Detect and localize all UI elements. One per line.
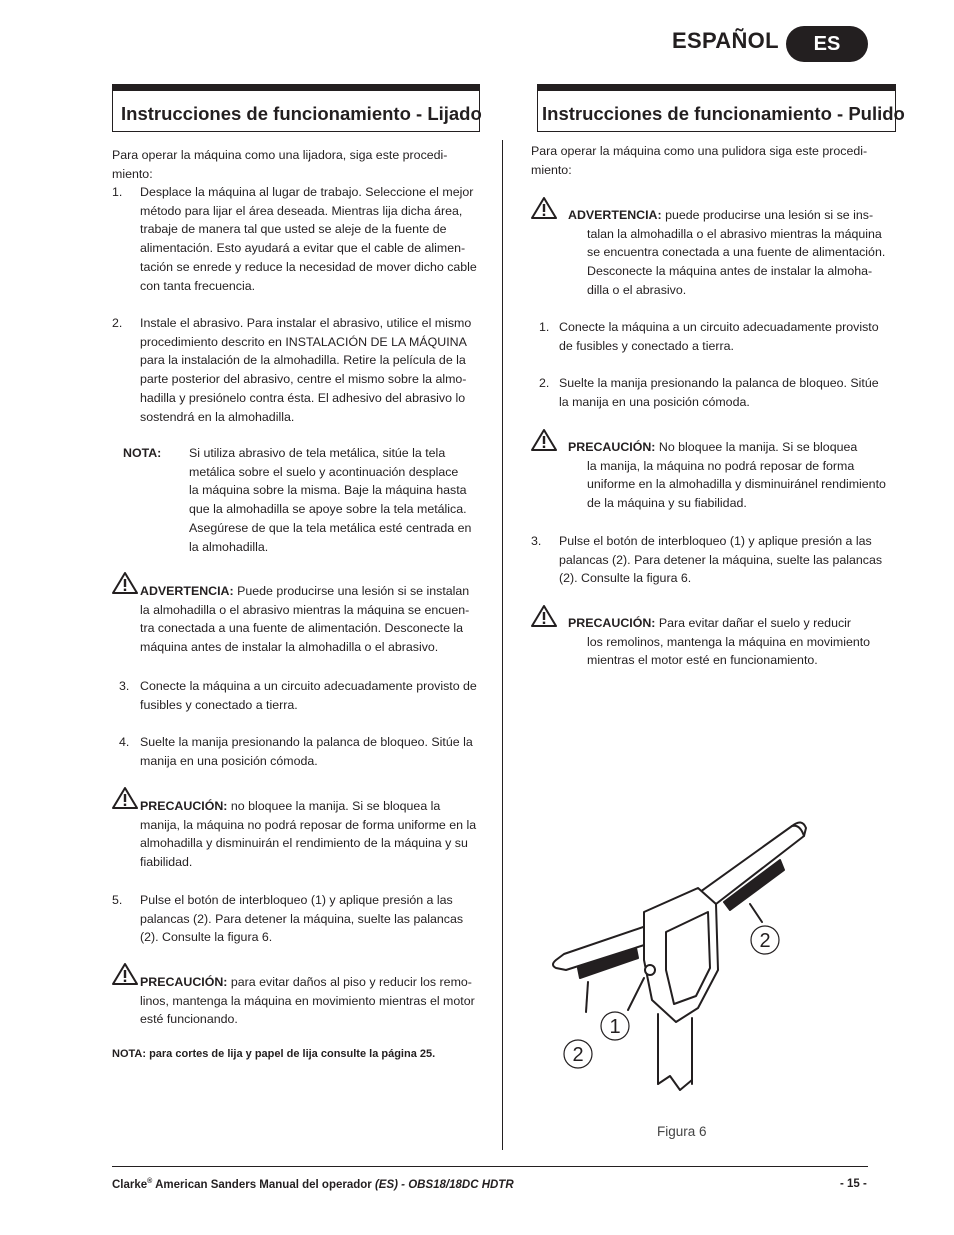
footer-rule: [112, 1166, 868, 1167]
text-line: fiabilidad.: [140, 855, 193, 870]
step-text: [559, 318, 899, 355]
text-line: Si utiliza abrasivo de tela metálica, sitúe la tela: [189, 446, 446, 460]
text-line: Para operar la máquina como una pulidora siga este procedi-: [531, 144, 868, 158]
caution-label: PRECAUCIÓN:: [568, 440, 656, 454]
text-line: Asegúrese de que la tela metálica esté centrada en: [189, 520, 472, 535]
text-line: Puede producirse una lesión si se instalan: [233, 584, 470, 598]
page-number: - 15 -: [840, 1178, 867, 1190]
caution-icon: [112, 962, 138, 986]
text-line: palancas (2). Para detener la máquina, suelte las palancas: [140, 911, 464, 926]
left-section-title: Instrucciones de funcionamiento - Lijado: [121, 103, 482, 124]
text-line: uniforme en la almohadilla y disminuiránel rendimiento: [587, 477, 886, 492]
left-step-4: [119, 733, 494, 770]
text-line: Para operar la máquina como una lijadora, siga este procedi-: [112, 148, 448, 162]
language-label: ESPAÑOL: [672, 28, 779, 53]
footer-manual: American Sanders Manual del operador: [152, 1178, 375, 1191]
text-line: Pulse el botón de interbloqueo (1) y aplique presión a las: [140, 893, 453, 907]
registered-mark: ®: [147, 1178, 153, 1185]
step-text: [140, 314, 492, 426]
text-line: manija en una posición cómoda.: [140, 753, 318, 768]
text-line: (2). Consulte la figura 6.: [559, 571, 692, 586]
text-line: manija, la máquina no podrá reposar de forma uniforme en la: [140, 817, 477, 832]
brand: Clarke: [112, 1178, 148, 1191]
text-line: no bloquee la manija. Si se bloquea la: [227, 799, 441, 813]
text-line: Suelte la manija presionando la palanca de bloqueo. Sitúe: [559, 376, 879, 390]
left-step-5: [112, 891, 492, 947]
text-line: metálica sobre el suelo y acontinuación desplace: [189, 464, 459, 479]
text-line: Instale el abrasivo. Para instalar el abrasivo, utilice el mismo: [140, 316, 472, 330]
left-caution-1: [140, 797, 495, 872]
text-line: la máquina sobre la misma. Baje la máquina hasta: [189, 483, 467, 498]
text-line: parte posterior del abrasivo, centre el mismo sobre la almo-: [140, 372, 467, 387]
text-line: alimentación. Esto ayudará a evitar que el cable de alimen-: [140, 241, 466, 256]
text-line: se encuentra conectada a una fuente de alimentación.: [587, 245, 886, 260]
text-line: la almohadilla o el abrasivo mientras la máquina se encuen-: [140, 602, 470, 617]
text-line: Conecte la máquina a un circuito adecuadamente provisto: [559, 320, 879, 334]
text-line: con tanta frecuencia.: [140, 278, 256, 293]
right-step-3: [531, 532, 901, 588]
right-step-2: [539, 374, 899, 411]
text-line: (2). Consulte la figura 6.: [140, 930, 273, 945]
text-line: almohadilla y disminuirán el rendimiento de la máquina y su: [140, 836, 468, 851]
figure-caption: Figura 6: [657, 1124, 707, 1139]
step-text: [140, 183, 492, 295]
figure-6-handle-illustration: [540, 800, 840, 1100]
text-line: tra conectada a una fuente de alimentación. Desconecte la: [140, 621, 464, 636]
step-number: 2.: [112, 316, 123, 330]
text-line: la manija, la máquina no podrá reposar de forma: [587, 458, 855, 473]
text-line: fusibles y conectado a tierra.: [140, 697, 298, 712]
text-line: para evitar daños al piso y reducir los remo-: [227, 975, 472, 989]
callout-2-right: 2: [759, 930, 771, 952]
caution-icon: [112, 786, 138, 810]
right-section-title: Instrucciones de funcionamiento - Pulido: [542, 103, 905, 124]
left-section-header: [112, 84, 480, 132]
step-text: [559, 532, 901, 588]
text-line: Desplace la máquina al lugar de trabajo. Seleccione el mejor: [140, 185, 474, 199]
language-badge: ES: [786, 26, 868, 62]
text-line: que la almohadilla se apoye sobre la tela metálica.: [189, 502, 467, 517]
right-caution-1: [568, 438, 908, 513]
text-line: hadilla y presiónelo contra ésta. El adhesivo del abrasivo lo: [140, 390, 466, 405]
caution-label: PRECAUCIÓN:: [568, 616, 656, 630]
left-final-note: NOTA: para cortes de lija y papel de lija consulte la página 25.: [112, 1048, 436, 1060]
left-step-2: [112, 314, 492, 426]
text-line: los remolinos, mantenga la máquina en movimiento: [587, 634, 871, 649]
text-line: Para evitar dañar el suelo y reducir: [655, 616, 852, 630]
footer-model: (ES) - OBS18/18DC HDTR: [374, 1178, 514, 1191]
step-text: [140, 733, 494, 770]
text-line: máquina antes de instalar la almohadilla o el abrasivo.: [140, 640, 439, 655]
text-line: la manija en una posición cómoda.: [559, 394, 750, 409]
text-line: Conecte la máquina a un circuito adecuadamente provisto de: [140, 679, 477, 693]
caution-icon: [531, 428, 557, 452]
text-line: talan la almohadilla o el abrasivo mientras la máquina: [587, 226, 882, 241]
text-line: Suelte la manija presionando la palanca de bloqueo. Sitúe la: [140, 735, 473, 749]
step-number: 3.: [119, 679, 130, 693]
text-line: miento:: [112, 166, 153, 181]
right-warning: [568, 206, 903, 300]
step-number: 4.: [119, 735, 130, 749]
left-nota: [123, 444, 493, 556]
text-line: Pulse el botón de interbloqueo (1) y aplique presión a las: [559, 534, 872, 548]
step-number: 1.: [112, 185, 123, 199]
right-section-header: [537, 84, 905, 132]
left-intro: [112, 146, 447, 183]
nota-text: [189, 444, 493, 556]
text-line: dilla o el abrasivo.: [587, 282, 687, 297]
text-line: tación se enrede y reduce la necesidad de mover dicho cable: [140, 259, 477, 274]
text-line: esté funcionando.: [140, 1012, 238, 1027]
left-step-1: [112, 183, 492, 295]
caution-label: PRECAUCIÓN:: [140, 799, 228, 813]
right-caution-2: [568, 614, 908, 670]
text-line: procedimiento descrito en INSTALACIÓN DE LA MÁQUINA: [140, 334, 467, 349]
left-caution-2: [140, 973, 495, 1029]
text-line: puede producirse una lesión si se ins-: [661, 208, 874, 222]
nota-label: NOTA:: [123, 446, 162, 460]
text-line: sostendrá en la almohadilla.: [140, 409, 295, 424]
left-step-3: [119, 677, 494, 714]
right-intro: [531, 142, 867, 179]
step-number: 3.: [531, 534, 542, 548]
step-text: [559, 374, 899, 411]
callout-2-left: 2: [572, 1044, 584, 1066]
caution-icon: [531, 604, 557, 628]
warning-icon: [531, 196, 557, 220]
column-divider: [502, 140, 503, 1150]
text-line: palancas (2). Para detener la máquina, suelte las palancas: [559, 552, 883, 567]
text-line: método para lijar el área deseada. Mientras lija dicha área,: [140, 203, 463, 218]
warning-icon: [112, 571, 138, 595]
left-warning: [140, 582, 495, 657]
text-line: linos, mantenga la máquina en movimiento mientras el motor: [140, 993, 475, 1008]
step-text: [140, 891, 492, 947]
footer-text: [112, 1178, 514, 1191]
text-line: de fusibles y conectado a tierra.: [559, 338, 734, 353]
warning-label: ADVERTENCIA:: [568, 208, 662, 222]
text-line: miento:: [531, 162, 572, 177]
text-line: para la instalación de la almohadilla. Retire la película de la: [140, 353, 466, 368]
step-number: 1.: [539, 320, 550, 334]
step-number: 2.: [539, 376, 550, 390]
text-line: No bloquee la manija. Si se bloquea: [655, 440, 858, 454]
text-line: Desconecte la máquina antes de instalar la almoha-: [587, 264, 873, 279]
callout-1: 1: [609, 1016, 621, 1038]
text-line: la almohadilla.: [189, 539, 269, 554]
step-text: [140, 677, 494, 714]
text-line: mientras el motor esté en funcionamiento.: [587, 653, 818, 668]
step-number: 5.: [112, 893, 123, 907]
text-line: de la máquina y su fiabilidad.: [587, 496, 747, 511]
caution-label: PRECAUCIÓN:: [140, 975, 228, 989]
right-step-1: [539, 318, 899, 355]
warning-label: ADVERTENCIA:: [140, 584, 234, 598]
text-line: trabaje de manera tal que usted se aleje de la fuente de: [140, 222, 447, 237]
